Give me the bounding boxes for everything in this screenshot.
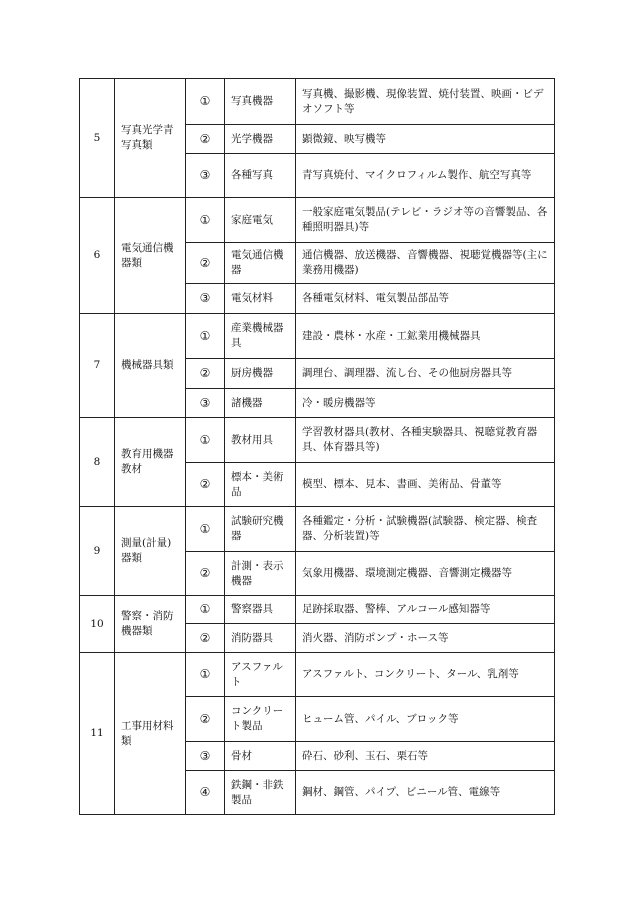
- item-name: 警察器具: [225, 596, 296, 624]
- item-description: アスファルト、コンクリート、タール、乳剤等: [296, 653, 555, 697]
- item-mark: ②: [186, 359, 225, 389]
- item-name: 計測・表示機器: [225, 552, 296, 596]
- group-number: 9: [80, 507, 115, 596]
- group-number: 6: [80, 198, 115, 314]
- table-row: [80, 198, 555, 243]
- item-name: 消防器具: [225, 624, 296, 653]
- item-name: 産業機械器具: [225, 314, 296, 359]
- item-name: 厨房機器: [225, 359, 296, 389]
- item-description: 気象用機器、環境測定機器、音響測定機器等: [296, 552, 555, 596]
- item-description: 一般家庭電気製品(テレビ・ラジオ等の音響製品、各種照明器具)等: [296, 198, 555, 243]
- item-mark: ①: [186, 314, 225, 359]
- group-number: 5: [80, 79, 115, 198]
- group-name: 教育用機器教材: [115, 418, 186, 507]
- group-name: 機械器具類: [115, 314, 186, 418]
- item-mark: ②: [186, 697, 225, 742]
- item-description: 青写真焼付、マイクロフィルム製作、航空写真等: [296, 154, 555, 198]
- item-name: 各種写真: [225, 154, 296, 198]
- item-mark: ①: [186, 198, 225, 243]
- item-description: 学習教材器具(教材、各種実験器具、視聴覚教育器具、体育器具等): [296, 418, 555, 463]
- table-row: [80, 418, 555, 463]
- table-row: [80, 653, 555, 697]
- item-description: ヒューム管、パイル、ブロック等: [296, 697, 555, 742]
- group-number: 10: [80, 596, 115, 653]
- item-description: 模型、標本、見本、書画、美術品、骨董等: [296, 463, 555, 507]
- item-name: 標本・美術品: [225, 463, 296, 507]
- category-table: [79, 78, 555, 815]
- item-description: 調理台、調理器、流し台、その他厨房器具等: [296, 359, 555, 389]
- group-name: 写真光学青写真類: [115, 79, 186, 198]
- table-row: [80, 79, 555, 125]
- item-name: 試験研究機器: [225, 507, 296, 552]
- item-mark: ②: [186, 552, 225, 596]
- item-name: 鉄鋼・非鉄製品: [225, 771, 296, 815]
- group-number: 7: [80, 314, 115, 418]
- table-row: [80, 507, 555, 552]
- item-name: 電気材料: [225, 284, 296, 314]
- item-mark: ②: [186, 243, 225, 284]
- item-name: 諸機器: [225, 389, 296, 418]
- group-number: 8: [80, 418, 115, 507]
- item-description: 消火器、消防ポンプ・ホース等: [296, 624, 555, 653]
- group-number: 11: [80, 653, 115, 815]
- item-description: 砕石、砂利、玉石、栗石等: [296, 742, 555, 771]
- item-mark: ②: [186, 463, 225, 507]
- item-mark: ①: [186, 418, 225, 463]
- item-name: 光学機器: [225, 125, 296, 154]
- item-name: 電気通信機器: [225, 243, 296, 284]
- item-description: 鋼材、鋼管、パイプ、ビニール管、電線等: [296, 771, 555, 815]
- item-mark: ③: [186, 154, 225, 198]
- item-description: 足跡採取器、警棒、アルコール感知器等: [296, 596, 555, 624]
- item-mark: ①: [186, 79, 225, 125]
- group-name: 工事用材料類: [115, 653, 186, 815]
- item-description: 建設・農林・水産・工鉱業用機械器具: [296, 314, 555, 359]
- item-description: 通信機器、放送機器、音響機器、視聴覚機器等(主に業務用機器): [296, 243, 555, 284]
- group-name: 測量(計量)器類: [115, 507, 186, 596]
- item-mark: ①: [186, 653, 225, 697]
- item-mark: ②: [186, 624, 225, 653]
- item-description: 冷・暖房機器等: [296, 389, 555, 418]
- group-name: 電気通信機器類: [115, 198, 186, 314]
- item-name: アスファルト: [225, 653, 296, 697]
- item-mark: ③: [186, 742, 225, 771]
- item-name: 写真機器: [225, 79, 296, 125]
- item-description: 写真機、撮影機、現像装置、焼付装置、映画・ビデオソフト等: [296, 79, 555, 125]
- item-mark: ④: [186, 771, 225, 815]
- item-description: 顕微鏡、映写機等: [296, 125, 555, 154]
- item-mark: ①: [186, 507, 225, 552]
- table-row: [80, 314, 555, 359]
- table-row: [80, 596, 555, 624]
- item-name: 家庭電気: [225, 198, 296, 243]
- item-description: 各種鑑定・分析・試験機器(試験器、検定器、検査器、分析装置)等: [296, 507, 555, 552]
- group-name: 警察・消防機器類: [115, 596, 186, 653]
- item-mark: ②: [186, 125, 225, 154]
- item-mark: ①: [186, 596, 225, 624]
- item-name: コンクリート製品: [225, 697, 296, 742]
- item-name: 骨材: [225, 742, 296, 771]
- item-description: 各種電気材料、電気製品部品等: [296, 284, 555, 314]
- item-name: 教材用具: [225, 418, 296, 463]
- item-mark: ③: [186, 389, 225, 418]
- item-mark: ③: [186, 284, 225, 314]
